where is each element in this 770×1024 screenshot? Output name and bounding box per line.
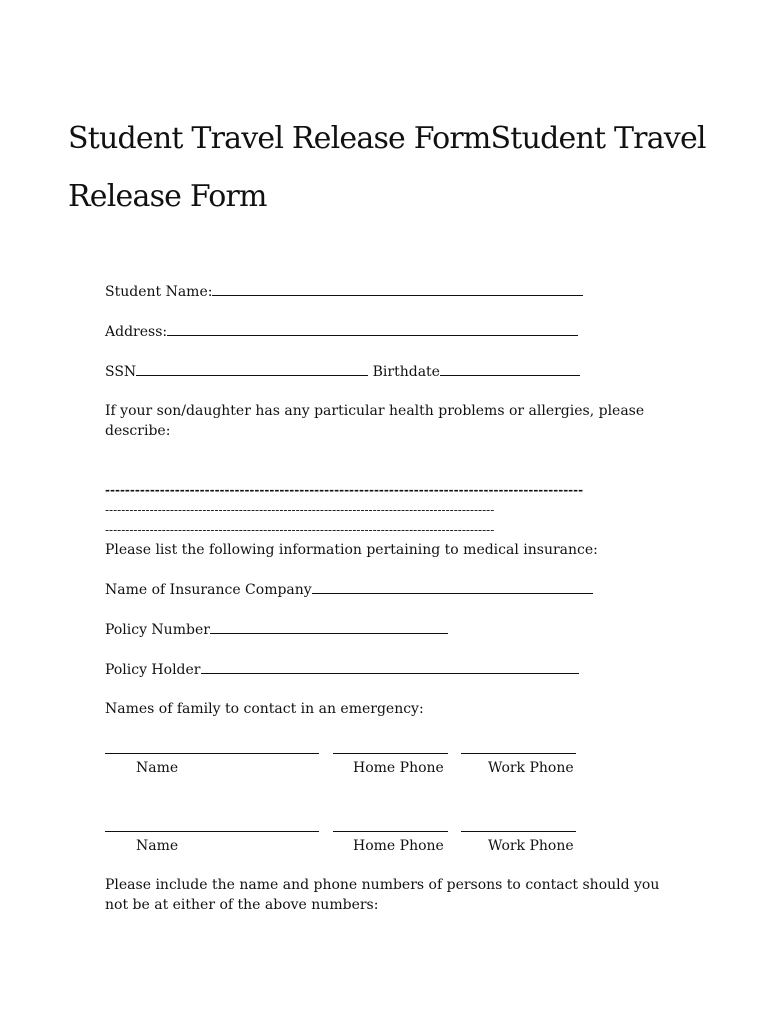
insurance-company-label: Name of Insurance Company [105, 582, 312, 598]
birthdate-field[interactable] [440, 361, 580, 376]
address-row [105, 321, 665, 342]
emergency-2-work-phone-field[interactable] [461, 831, 576, 832]
policy-holder-row [105, 659, 665, 680]
birthdate-label: Birthdate [372, 364, 440, 380]
emergency-1-work-phone-field[interactable] [461, 753, 576, 754]
address-label: Address: [105, 324, 168, 340]
policy-number-label: Policy Number [105, 622, 210, 638]
emergency-1-work-phone-caption: Work Phone [488, 760, 574, 776]
policy-holder-field[interactable] [201, 659, 579, 674]
additional-contacts-text: Please include the name and phone numbers of persons to contact should you not be at either of the above numbers: [105, 877, 660, 913]
insurance-company-row [105, 579, 665, 600]
insurance-intro: Please list the following information pertaining to medical insurance: [105, 542, 598, 558]
student-name-field[interactable] [212, 281, 583, 296]
policy-holder-label: Policy Holder [105, 662, 201, 678]
health-answer-line-3[interactable]: ------------------------------------------------------------------------------------------------ [105, 523, 495, 537]
emergency-1-home-phone-field[interactable] [333, 753, 448, 754]
health-answer-line-1[interactable]: ------------------------------------------------------------------------------------------------ [105, 483, 584, 497]
address-field[interactable] [167, 321, 578, 336]
emergency-intro: Names of family to contact in an emergency: [105, 701, 424, 717]
insurance-company-field[interactable] [312, 579, 593, 594]
emergency-2-home-phone-field[interactable] [333, 831, 448, 832]
form-body [105, 281, 665, 915]
student-name-label: Student Name: [105, 284, 213, 300]
emergency-2-name-caption: Name [136, 838, 179, 854]
emergency-1-name-caption: Name [136, 760, 179, 776]
ssn-label: SSN [105, 364, 137, 380]
emergency-contact-1-lines [105, 738, 665, 758]
ssn-birthdate-row [105, 361, 665, 382]
health-question: If your son/daughter has any particular health problems or allergies, please describe: [105, 403, 645, 439]
emergency-1-home-phone-caption: Home Phone [353, 760, 444, 776]
emergency-1-name-field[interactable] [105, 753, 319, 754]
ssn-field[interactable] [136, 361, 368, 376]
emergency-contact-1-captions [105, 758, 665, 778]
policy-number-row [105, 619, 665, 640]
page-title: Student Travel Release FormStudent Travel Release Form [68, 121, 706, 214]
emergency-contact-2-captions [105, 836, 665, 856]
health-answer-line-2[interactable]: ------------------------------------------------------------------------------------------------ [105, 503, 495, 517]
emergency-2-home-phone-caption: Home Phone [353, 838, 444, 854]
emergency-2-work-phone-caption: Work Phone [488, 838, 574, 854]
student-name-row [105, 281, 665, 302]
emergency-contact-2-lines [105, 816, 665, 836]
policy-number-field[interactable] [210, 619, 448, 634]
emergency-2-name-field[interactable] [105, 831, 319, 832]
